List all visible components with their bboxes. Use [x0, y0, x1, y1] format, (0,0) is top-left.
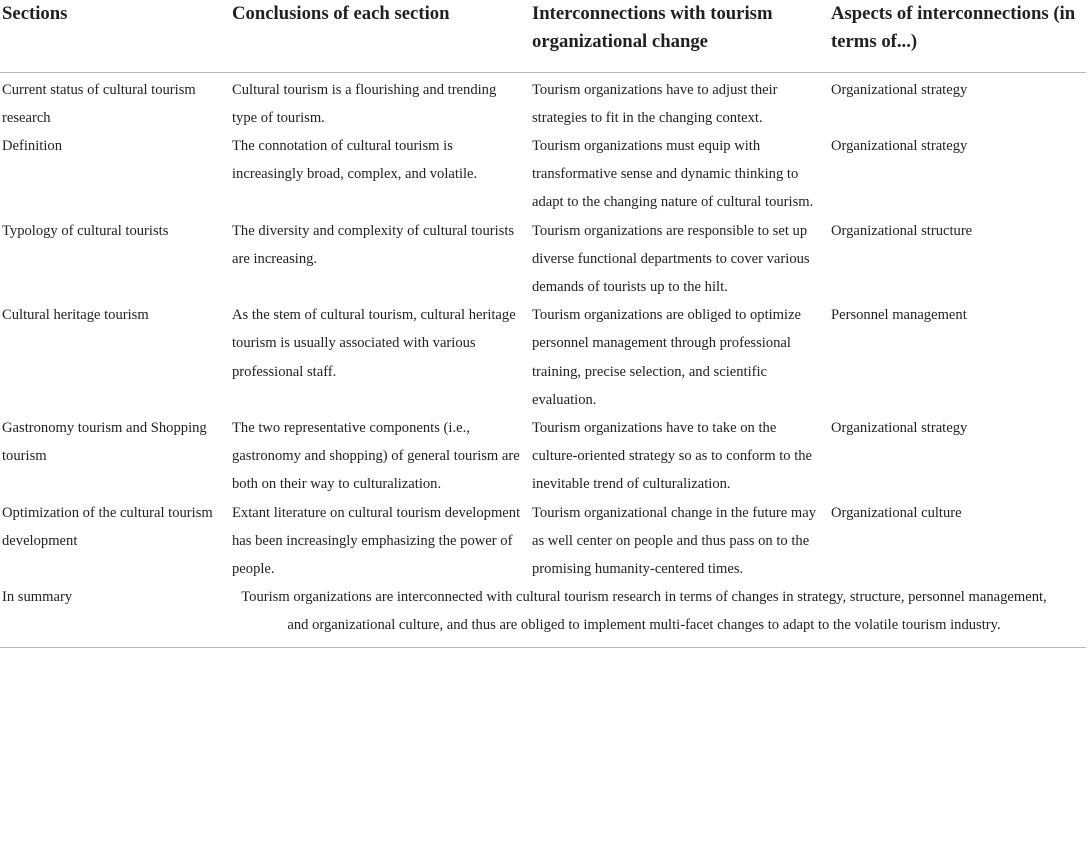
cell-interconnection: Tourism organizations are obliged to optimize personnel management through professional training, precise selection, and scientific evaluation. [532, 307, 802, 408]
cell-section: Gastronomy tourism and Shopping tourism [2, 420, 207, 465]
cell-conclusion: Extant literature on cultural tourism development has been increasingly emphasizing the power of people. [232, 504, 521, 578]
summary-text: Tourism organizations are interconnected with cultural tourism research in terms of changes in strategy, structure, personnel management, and organizational culture, and thus are obliged to implement multi-facet changes to adapt to the volatile tourism industry. [230, 583, 1086, 647]
header-interconnections: Interconnections with tourism organizational change [530, 0, 829, 72]
cell-section: Optimization of the cultural tourism development [2, 504, 213, 549]
summary-label: In summary [0, 583, 230, 647]
cell-section: Current status of cultural tourism research [2, 81, 196, 126]
table-header [0, 0, 1086, 72]
header-row [0, 0, 1086, 72]
cell-section: Definition [2, 138, 62, 154]
cell-conclusion: As the stem of cultural tourism, cultural heritage tourism is usually associated with various professional staff. [232, 307, 516, 380]
table-row [0, 132, 1086, 217]
table-row [0, 499, 1086, 584]
cell-aspect: Personnel management [831, 307, 967, 324]
summary-row [0, 583, 1086, 647]
cell-conclusion: The connotation of cultural tourism is increasingly broad, complex, and volatile. [232, 138, 478, 183]
cell-section: Typology of cultural tourists [2, 222, 169, 239]
table-row [0, 217, 1086, 302]
table-row [0, 72, 1086, 132]
header-conclusions: Conclusions of each section [230, 0, 530, 72]
cell-interconnection: Tourism organizations are responsible to set up diverse functional departments to cover various demands of tourists up to the hilt. [532, 222, 810, 296]
header-aspects: Aspects of interconnections (in terms of...) [829, 0, 1086, 72]
table-body [0, 72, 1086, 647]
cell-interconnection: Tourism organizations have to adjust their strategies to fit in the changing context. [532, 81, 778, 126]
cell-conclusion: The two representative components (i.e., gastronomy and shopping) of general tourism are both on their way to culturalization. [232, 420, 520, 493]
cell-aspect: Organizational strategy [831, 420, 968, 437]
cell-aspect: Organizational structure [831, 222, 973, 239]
header-sections: Sections [0, 0, 230, 72]
cell-aspect: Organizational strategy [831, 138, 968, 154]
table-row [0, 414, 1086, 499]
cell-interconnection: Tourism organizational change in the future may as well center on people and thus pass on to the promising humanity-centered times. [532, 504, 817, 578]
table-row [0, 301, 1086, 414]
cell-section: Cultural heritage tourism [2, 307, 149, 324]
cell-aspect: Organizational strategy [831, 81, 968, 98]
cell-interconnection: Tourism organizations must equip with transformative sense and dynamic thinking to adapt to the changing nature of cultural tourism. [532, 138, 814, 211]
cell-interconnection: Tourism organizations have to take on the culture-oriented strategy so as to conform to the inevitable trend of culturalization. [532, 420, 813, 493]
cell-conclusion: The diversity and complexity of cultural tourists are increasing. [232, 222, 515, 267]
cell-conclusion: Cultural tourism is a flourishing and trending type of tourism. [232, 81, 497, 126]
cell-aspect: Organizational culture [831, 504, 962, 521]
